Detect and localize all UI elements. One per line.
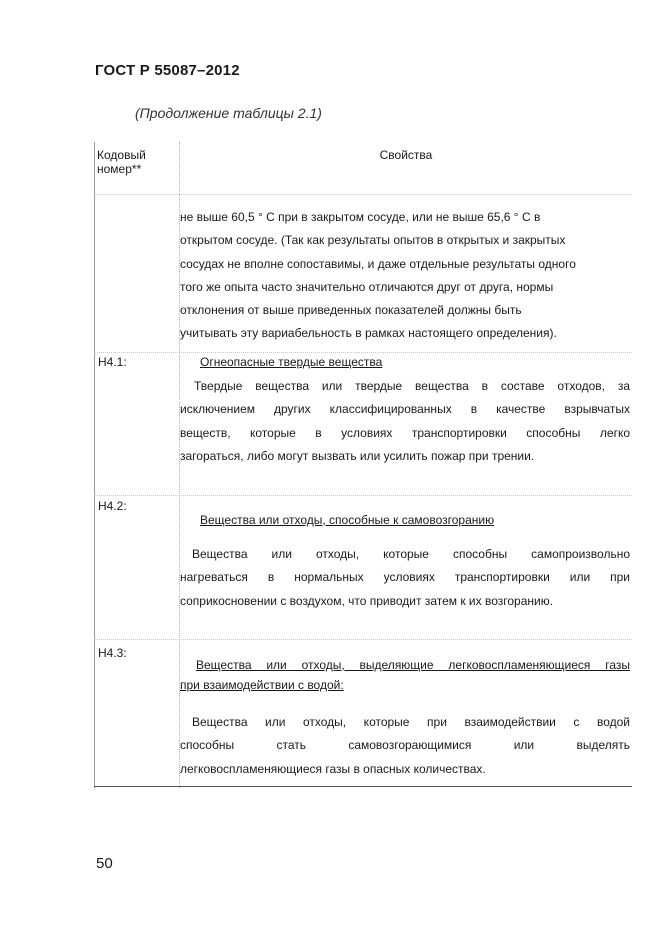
- table-continuation-caption: (Продолжение таблицы 2.1): [135, 105, 322, 121]
- row-heading-h4-2: [200, 513, 630, 527]
- text-line: не выше 60,5 ° С при в закрытом сосуде, или не выше 65,6 ° С в: [180, 210, 541, 224]
- text-line: Твердые вещества или твердые вещества в составе отходов, за: [194, 379, 630, 393]
- text-line: отклонения от выше приведенных показателей должны быть: [180, 303, 522, 318]
- table-row-divider: [94, 639, 632, 640]
- section-heading: Огнеопасные твердые вещества: [200, 355, 383, 369]
- row-code-h4-1: Н4.1:: [98, 355, 127, 369]
- text-line: нагреваться в нормальных условиях транспортировки или при: [180, 570, 630, 585]
- row-heading-h4-1: [200, 355, 630, 369]
- text-line: способны стать самовозгорающимися или выделять: [180, 738, 630, 753]
- table-row-divider: [94, 352, 632, 353]
- section-heading: Вещества или отходы, выделяющие легковоспламеняющиеся газы: [196, 658, 630, 672]
- text-line: учитывать эту вариабельность в рамках настоящего определения).: [180, 326, 557, 341]
- table-bottom-rule: [94, 786, 632, 787]
- section-heading: при взаимодействии с водой:: [180, 678, 344, 692]
- row-heading-h4-3: [180, 655, 630, 695]
- row-body-h4-2: [180, 543, 630, 613]
- column-header-properties: Свойства: [379, 148, 433, 162]
- page-number: 50: [96, 855, 113, 872]
- table-row-divider: [94, 194, 632, 195]
- table-left-border: [94, 142, 95, 788]
- gost-header: ГОСТ Р 55087–2012: [95, 62, 240, 79]
- text-line: соприкосновении с воздухом, что приводит затем к их возгоранию.: [180, 593, 554, 608]
- row-code-h4-2: Н4.2:: [98, 499, 127, 513]
- table-row-divider: [94, 495, 632, 496]
- text-line: легковоспламеняющиеся газы в опасных количествах.: [180, 761, 486, 776]
- row-code-h4-3: Н4.3:: [98, 646, 127, 660]
- row-body-h4-3: [180, 711, 630, 781]
- text-line: веществ, которые в условиях транспортировки способны легко: [180, 425, 630, 440]
- text-line: исключением других классифицированных в качестве взрывчатых: [180, 402, 630, 417]
- text-line: открытом сосуде. (Так как результаты опытов в открытых и закрытых: [180, 233, 566, 248]
- text-line: загораться, либо могут вызвать или усилить пожар при трении.: [180, 448, 535, 463]
- column-header-code: Кодовый номер**: [97, 148, 146, 176]
- text-line: сосудах не вполне сопоставимы, и даже отдельные результаты одного: [180, 256, 576, 271]
- intro-cell: [180, 206, 630, 346]
- text-line: того же опыта часто значительно отличаются друг от друга, нормы: [180, 279, 554, 294]
- text-line: Вещества или отходы, которые способны самопроизвольно: [192, 547, 630, 561]
- row-body-h4-1: [180, 375, 630, 468]
- text-line: Вещества или отходы, которые при взаимодействии с водой: [192, 715, 630, 729]
- properties-table: [94, 142, 632, 788]
- section-heading: Вещества или отходы, способные к самовозгоранию: [200, 513, 495, 527]
